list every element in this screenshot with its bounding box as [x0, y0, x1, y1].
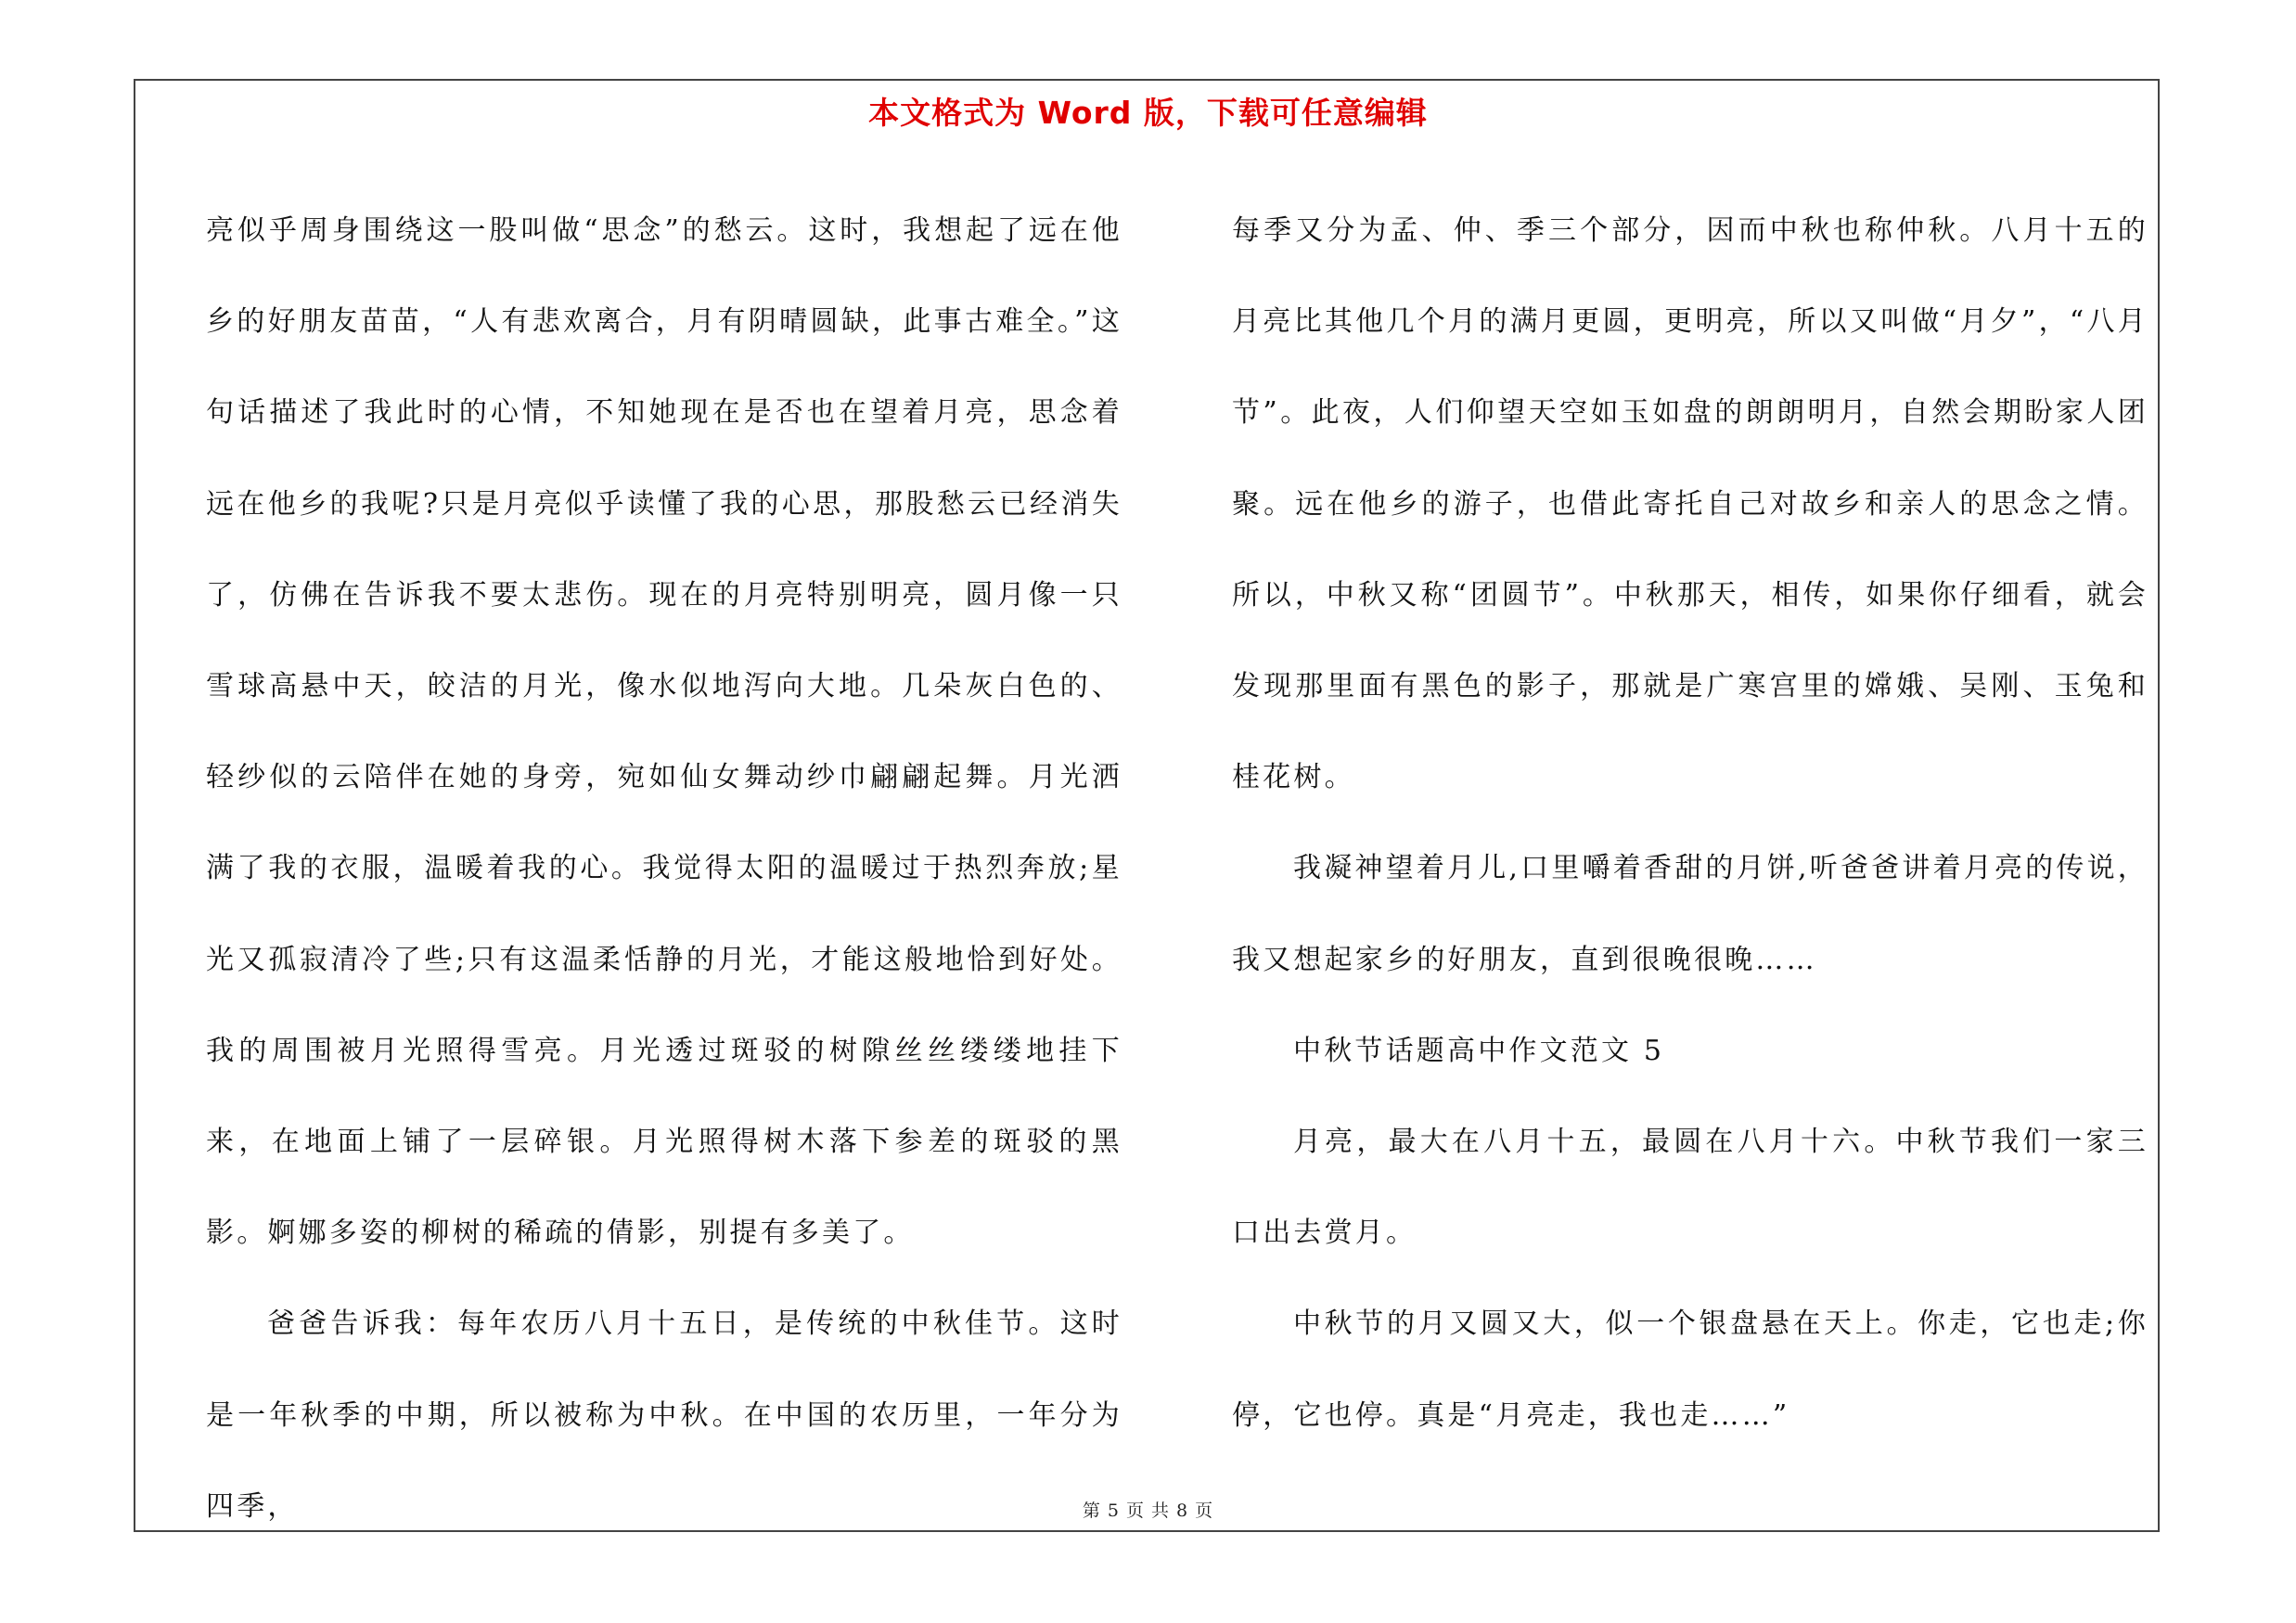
- right-column: [1232, 186, 2148, 1462]
- section-heading: 中秋节话题高中作文范文 5: [1293, 1034, 1665, 1067]
- page-number: 第 5 页 共 8 页: [1082, 1501, 1214, 1521]
- paragraph: 亮似乎周身围绕这一股叫做“思念”的愁云。这时，我想起了远在他乡的好朋友苗苗，“人有悲欢离合，月有阴晴圆缺，此事古难全。”这句话描述了我此时的心情，不知她现在是否也在望着月亮，思念着远在他乡的我呢?只是月亮似乎读懂了我的心思，那股愁云已经消失了，仿佛在告诉我不要太悲伤。现在的月亮特别明亮，圆月像一只雪球高悬中天，皎洁的月光，像水似地泻向大地。几朵灰白色的、轻纱似的云陪伴在她的身旁，宛如仙女舞动纱巾翩翩起舞。月光洒满了我的衣服，温暖着我的心。我觉得太阳的温暖过于热烈奔放;星光又孤寂清冷了些;只有这温柔恬静的月光，才能这般地恰到好处。我的周围被月光照得雪亮。月光透过斑驳的树隙丝丝缕缕地挂下来，在地面上铺了一层碎银。月光照得树木落下参差的斑驳的黑影。婀娜多姿的柳树的稀疏的倩影，别提有多美了。: [206, 214, 1122, 1250]
- paragraph: 月亮，最大在八月十五，最圆在八月十六。中秋节我们一家三口出去赏月。: [1232, 1126, 2148, 1250]
- header-banner: 本文格式为 Word 版，下载可任意编辑: [868, 95, 1428, 131]
- paragraph: 每季又分为孟、仲、季三个部分，因而中秋也称仲秋。八月十五的月亮比其他几个月的满月更圆，更明亮，所以又叫做“月夕”，“八月节”。此夜，人们仰望天空如玉如盘的朗朗明月，自然会期盼家人团聚。远在他乡的游子，也借此寄托自己对故乡和亲人的思念之情。所以，中秋又称“团圆节”。中秋那天，相传，如果你仔细看，就会发现那里面有黑色的影子，那就是广寒宫里的嫦娥、吴刚、玉兔和桂花树。: [1232, 214, 2148, 794]
- paragraph: 我凝神望着月儿,口里嚼着香甜的月饼,听爸爸讲着月亮的传说，我又想起家乡的好朋友，直到很晚很晚……: [1232, 852, 2148, 976]
- left-column: [206, 186, 1122, 1552]
- paragraph: 中秋节的月又圆又大，似一个银盘悬在天上。你走，它也走;你停，它也停。真是“月亮走，我也走……”: [1232, 1307, 2148, 1432]
- paragraph: 爸爸告诉我：每年农历八月十五日，是传统的中秋佳节。这时是一年秋季的中期，所以被称为中秋。在中国的农历里，一年分为四季，: [206, 1307, 1122, 1523]
